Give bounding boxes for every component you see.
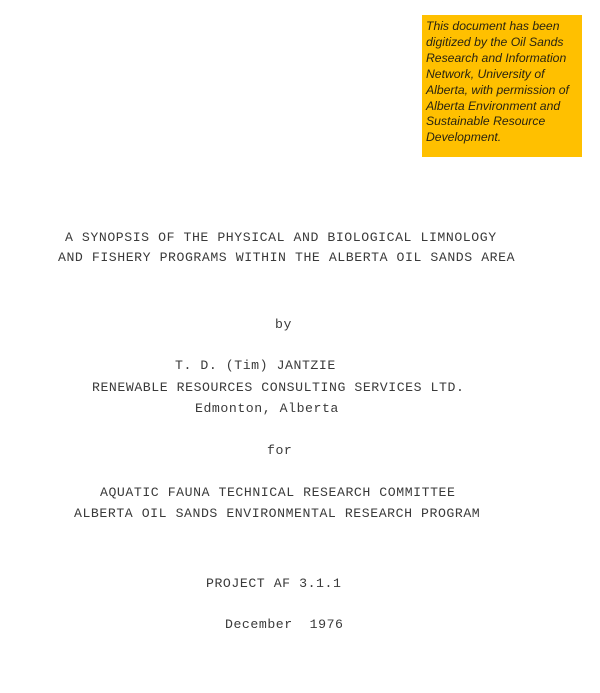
client-committee: AQUATIC FAUNA TECHNICAL RESEARCH COMMITTEE — [100, 485, 456, 500]
by-label: by — [275, 317, 292, 332]
title-line-1: A SYNOPSIS OF THE PHYSICAL AND BIOLOGICAL LIMNOLOGY — [65, 230, 497, 245]
author-location: Edmonton, Alberta — [195, 401, 339, 416]
client-program: ALBERTA OIL SANDS ENVIRONMENTAL RESEARCH PROGRAM — [74, 506, 481, 521]
author-organization: RENEWABLE RESOURCES CONSULTING SERVICES LTD. — [92, 380, 465, 395]
author-name: T. D. (Tim) JANTZIE — [175, 358, 336, 373]
digitization-notice-text: This document has been digitized by the Oil Sands Research and Information Network, University of Alberta, with permission of Alberta Environment and Sustainable Resource Development. — [426, 19, 569, 145]
digitization-notice — [422, 15, 582, 157]
for-label: for — [267, 443, 293, 458]
report-date: December 1976 — [225, 617, 344, 632]
title-line-2: AND FISHERY PROGRAMS WITHIN THE ALBERTA OIL SANDS AREA — [58, 250, 516, 265]
project-number: PROJECT AF 3.1.1 — [206, 576, 342, 591]
